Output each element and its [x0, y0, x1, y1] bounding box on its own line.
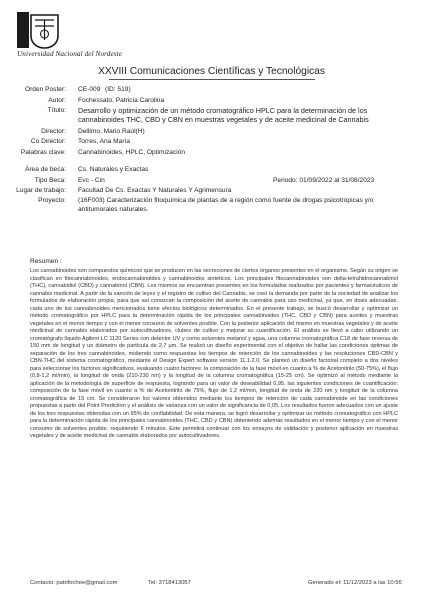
- field-area-beca: [3, 166, 423, 175]
- abstract-text: Los cannabinoides son compuestos químicos que se producen en las secreciones de ciertos órganos presentes en el organismo. Según su origen se clasifican en fitocannabinoides, endocannabinoides y cannabinoides sintéticos. Los principales fitocannabinoides son delta-tetrahidrocannabinol (THC), cannabidiol (CBD) y cannabinol (CBN). Los mismos se encuentran presentes en los formulados realizados por pacientes y farmacéuticos de cannabis medicinal. A partir de la sanción de leyes y el registro de cultivo del Cannabis, se creó la demanda por parte de la sociedad de analizar los formulados de elaboración propia, para que así conozcan la composición del aceite de cannabis para uso medicinal, ya que, en dosis adecuadas, cada uno de los cannabinoides mencionados tiene efectos biológicos determinados. En el presente trabajo, se buscó desarrollar y optimizar un método cromatográfico por HPLC para la determinación rápida de los principales cannabinoides (THC, CBD y CBN) para aceites y muestras vegetales en el menor tiempo y con el menor consumo de solventes posible. Con la posterior aplicación del mismo en muestras vegetales y de aceite medicinal de cannabis elaborados por autocultivadores, clubes de cultivo y mejorar su cuantificación. El análisis se llevó a cabo utilizando un cromatógrafo líquido Agilent LC 1120 Series con detector UV y como solventes metanol y agua, una columna cromatográfica C18 de fase reversa de 150 mm de longitud y un diámetro de partícula de 2,7 μm. Se realizó un diseño experimental con el objetivo de hallar las condiciones óptimas de separación de los tres cannabinoides, midiendo como respuestas los tiempos de retención de los cannabinoides y las resoluciones CBD-CBN y CBN-THC del sistema cromatográfico, mediante el Design Expert software versión 11.1.2.0. Se planteó un diseño factorial completo a dos niveles para seleccionar los factores significativos, evaluando cuatro factores: la composición de la fase móvil en cuanto a % de Acetonitrilo (50-75%), el flujo (0,8-1,2 ml/min), la longitud de onda (210-230 nm) y la longitud de la columna cromatográfica (15-25 cm). Se optimizó al método mediante la aplicación de la metodología de superficie de respuesta, logrando para un valor de deseabilidad 0,95. las siguientes condiciones de cuantificación: composición de la fase móvil en cuanto a % de Acetonitrilo de 75%, flujo de 1,2 ml/min, longitud de onda de 220 nm y longitud de la columna cromatográfica de 15 cm. Se consideraron los valores obtenidos mediante los tiempos de retención de cada cannabinoide en las condiciones propuestas a partir del Point Prediction y el análisis de varianza con un valor de significancia de 0,05. Los resultados fueron adecuados con un ajuste de los tres respuestas obtenidas con un 95% de confiabilidad. De esta manera, se logró desarrollar y optimizar un método cromatográfico con HPLC para la determinación rápida de los principales cannabinoides (THC, CBD y CBN) obteniendo además resultados en el menor tiempo y con el menor consumo de solventes posible, requiriendo 6 minutos. Este permitirá continuar con los ensayos de validación y posterior aplicación en muestras vegetales y de aceite medicinal de cannabis elaborados por autocultivadores.: [30, 268, 398, 439]
- field-director: [3, 128, 423, 137]
- field-label: Tipo Beca:: [34, 177, 66, 184]
- field-tipo-beca: [3, 177, 423, 186]
- field-co-director: [3, 138, 423, 147]
- field-label: Autor:: [48, 97, 66, 104]
- field-value: Cs. Naturales y Exactas: [78, 166, 149, 173]
- field-label: Palabras clave:: [20, 149, 66, 156]
- field-periodo: Periodo: 01/09/2022 al 31/08/2023: [273, 177, 375, 184]
- field-label: Título:: [47, 107, 66, 114]
- field-value: Desarrollo y optimización de un método cromatográfico HPLC para la determinación de los cannabinoides THC, CBD y CBN en muestras vegetales y de aceite medicinal de Cannabis: [78, 106, 369, 124]
- university-logo: [17, 12, 123, 58]
- field-value: Dellimo, Mario Raúl(H): [78, 128, 145, 135]
- field-titulo: [3, 107, 423, 127]
- abstract-heading: Resumen :: [30, 258, 62, 265]
- university-name: Universidad Nacional del Nordeste: [17, 50, 123, 58]
- field-label: Área de beca:: [24, 166, 66, 173]
- field-value: (16F003) Caracterización fitoquímica de plantas de a región como fuente de drogas psicotrópicas y/o antitumorales naturales.: [78, 197, 374, 213]
- field-extra: (ID: 519): [105, 86, 131, 93]
- title-underline: [109, 79, 315, 80]
- field-value: Cannabinoides, HPLC, Optimización: [78, 149, 186, 156]
- field-value: Facultad De Cs. Exactas Y Naturales Y Agrimensura: [78, 187, 232, 194]
- field-lugar-trabajo: [3, 187, 423, 196]
- field-label: Lugar de trabajo:: [16, 187, 66, 194]
- field-proyecto: [3, 197, 423, 217]
- event-title: XXVIII Comunicaciones Científicas y Tecnológicas: [98, 66, 325, 77]
- field-label: Proyecto:: [38, 197, 66, 204]
- university-emblem-icon: [17, 12, 61, 49]
- field-value: Evc - Cin: [78, 177, 105, 184]
- field-label: Director:: [41, 128, 66, 135]
- field-autor: [3, 97, 423, 106]
- footer-phone: Tel: 3718413057: [148, 580, 191, 586]
- field-palabras-clave: [3, 149, 423, 158]
- field-value: CE-009: [78, 86, 101, 93]
- field-label: Co Director:: [30, 138, 66, 145]
- footer-contact: Contacto: patrifochee@gmail.com: [30, 580, 118, 586]
- field-value: Fochessato, Patricia Carolina: [78, 97, 165, 104]
- footer-generated: Generado el: 11/12/2023 a las 10:56: [308, 580, 402, 586]
- field-orden-poster: [3, 86, 423, 95]
- field-value: Torres, Ana María: [78, 138, 131, 145]
- field-label: Orden Poster:: [24, 86, 66, 93]
